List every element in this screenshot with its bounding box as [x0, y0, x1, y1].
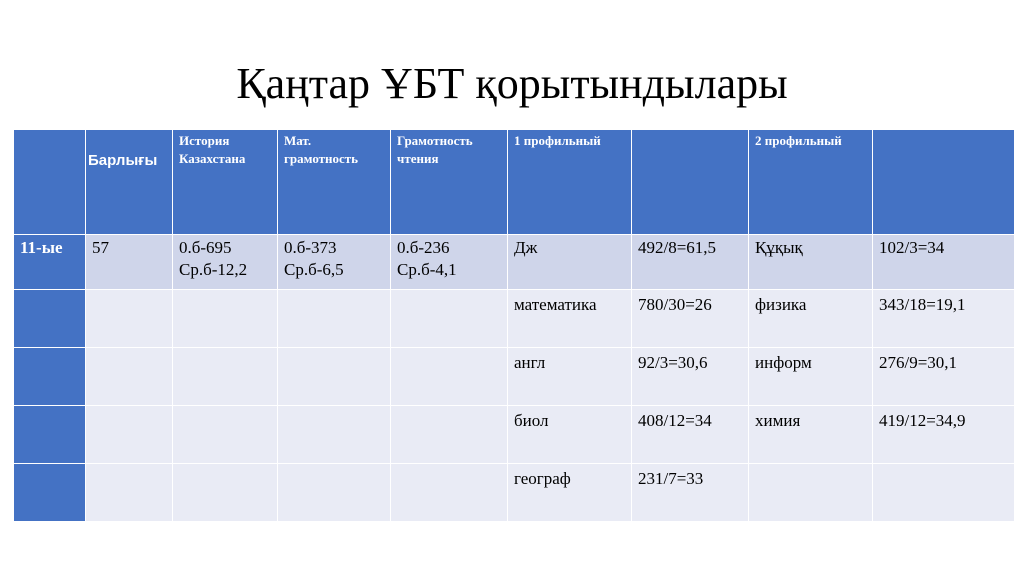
profile-2-score: 102/3=34 [873, 235, 1015, 290]
header-row [14, 130, 1015, 235]
profile-1-subject: биол [508, 406, 632, 464]
history-score: 0.б-695 [179, 238, 232, 257]
profile-2-subject: Құқық [749, 235, 873, 290]
math-literacy-cell [278, 464, 391, 522]
profile-1-subject: англ [508, 348, 632, 406]
profile-1-score: 92/3=30,6 [632, 348, 749, 406]
profile-2-subject: химия [749, 406, 873, 464]
history-cell [173, 406, 278, 464]
total-cell [86, 348, 173, 406]
slide-title: Қаңтар ҰБТ қорытындылары [236, 59, 788, 108]
row-label [14, 290, 86, 348]
total-cell [86, 406, 173, 464]
header-cell-math-literacy: Мат. грамотность [278, 130, 391, 235]
total-cell [86, 290, 173, 348]
reading-literacy-average: Ср.б-4,1 [397, 260, 457, 279]
table-row [14, 348, 1015, 406]
row-label [14, 464, 86, 522]
reading-literacy-cell [391, 235, 508, 290]
header-cell-history: История Казахстана [173, 130, 278, 235]
profile-1-score: 408/12=34 [632, 406, 749, 464]
table-row [14, 290, 1015, 348]
profile-2-score: 343/18=19,1 [873, 290, 1015, 348]
header-cell-reading-literacy: Грамотность чтения [391, 130, 508, 235]
math-literacy-cell [278, 406, 391, 464]
row-label [14, 406, 86, 464]
reading-literacy-cell [391, 348, 508, 406]
results-table [13, 129, 1015, 522]
reading-literacy-cell [391, 290, 508, 348]
history-cell [173, 348, 278, 406]
profile-1-subject: Дж [508, 235, 632, 290]
table-row [14, 406, 1015, 464]
header-cell-total: Барлығы [86, 130, 173, 235]
math-literacy-average: Ср.б-6,5 [284, 260, 344, 279]
row-label: 11-ые [14, 235, 86, 290]
total-cell [86, 464, 173, 522]
profile-1-score: 492/8=61,5 [632, 235, 749, 290]
header-cell-profile-1: 1 профильный [508, 130, 632, 235]
table-row [14, 464, 1015, 522]
header-cell-profile-2: 2 профильный [749, 130, 873, 235]
history-cell [173, 464, 278, 522]
reading-literacy-cell [391, 406, 508, 464]
profile-2-subject [749, 464, 873, 522]
header-cell-profile-1-score [632, 130, 749, 235]
history-cell [173, 290, 278, 348]
profile-2-score: 419/12=34,9 [873, 406, 1015, 464]
profile-2-subject: физика [749, 290, 873, 348]
reading-literacy-cell [391, 464, 508, 522]
profile-2-score: 276/9=30,1 [873, 348, 1015, 406]
header-cell-row-label [14, 130, 86, 235]
profile-2-subject: информ [749, 348, 873, 406]
reading-literacy-score: 0.б-236 [397, 238, 450, 257]
math-literacy-score: 0.б-373 [284, 238, 337, 257]
profile-1-score: 231/7=33 [632, 464, 749, 522]
profile-1-score: 780/30=26 [632, 290, 749, 348]
row-label [14, 348, 86, 406]
total-cell: 57 [86, 235, 173, 290]
profile-2-score [873, 464, 1015, 522]
profile-1-subject: математика [508, 290, 632, 348]
math-literacy-cell [278, 235, 391, 290]
math-literacy-cell [278, 290, 391, 348]
math-literacy-cell [278, 348, 391, 406]
history-average: Ср.б-12,2 [179, 260, 248, 279]
profile-1-subject: географ [508, 464, 632, 522]
table-row [14, 235, 1015, 290]
header-cell-profile-2-score [873, 130, 1015, 235]
history-cell [173, 235, 278, 290]
